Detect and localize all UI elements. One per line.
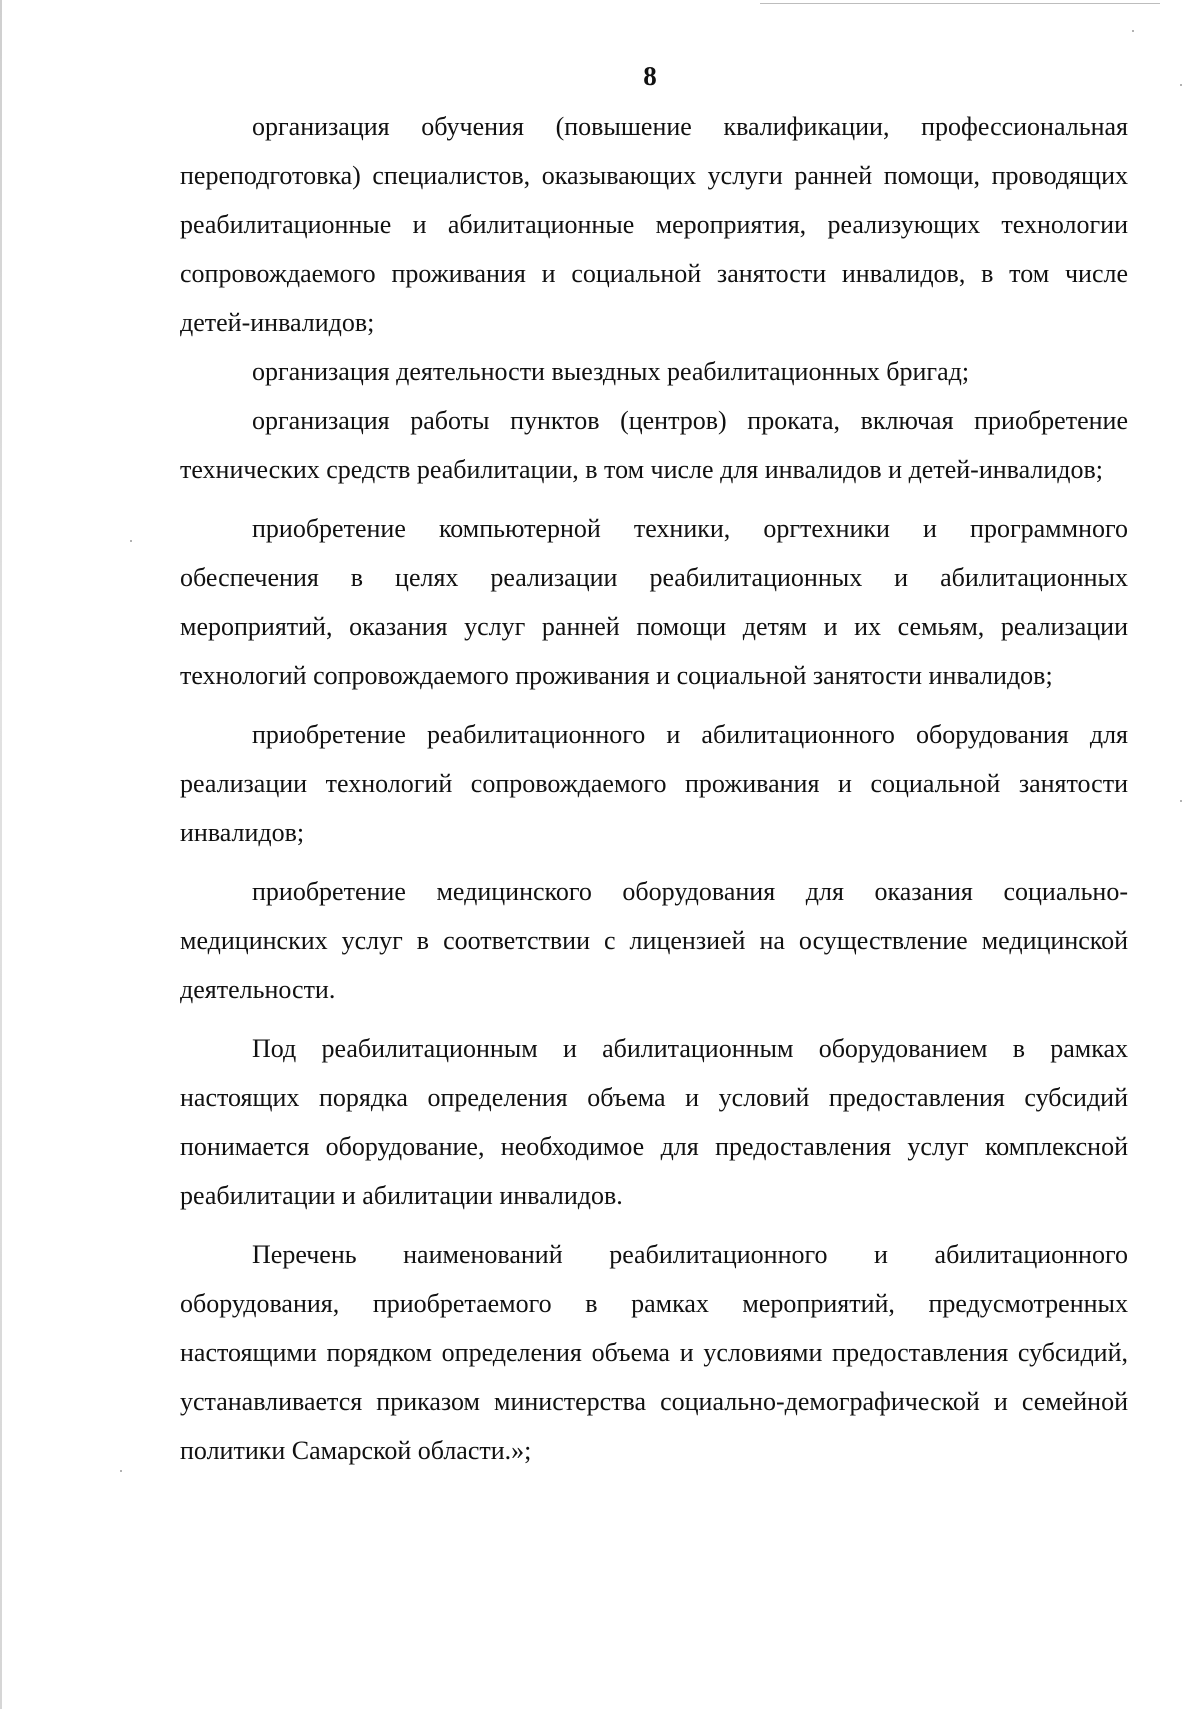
scan-speck [1180,800,1182,802]
paragraph-medical-equipment: приобретение медицинского оборудования для оказания социально-медицинских услуг в соответствии с лицензией на осуществление медицинской деятельности. [180,877,1128,1004]
scan-edge-left [0,0,2,1709]
paragraph-rehab-equipment: приобретение реабилитационного и абилитационного оборудования для реализации технологий сопровождаемого проживания и социальной занятости инвалидов; [180,720,1128,847]
page-number: 8 [643,61,657,91]
scan-speck [120,1470,122,1472]
scan-edge-top [760,3,1160,4]
paragraph-computer-equipment: приобретение компьютерной техники, оргтехники и программного обеспечения в целях реализации реабилитационных и абилитационных мероприятий, оказания услуг ранней помощи детям и их семьям, реализации технологий сопровождаемого проживания и социальной занятости инвалидов; [180,514,1128,690]
paragraph-rental-points: организация работы пунктов (центров) проката, включая приобретение технических средств реабилитации, в том числе для инвалидов и детей-инвалидов; [180,406,1128,484]
scan-speck [130,540,132,542]
paragraph-equipment-list: Перечень наименований реабилитационного и абилитационного оборудования, приобретаемого в рамках мероприятий, предусмотренных настоящими порядком определения объема и условиями предоставления субсидий, устанавливается приказом министерства социально-демографической и семейной политики Самарской области.»; [180,1240,1128,1465]
paragraph-equipment-definition: Под реабилитационным и абилитационным оборудованием в рамках настоящих порядка определения объема и условий предоставления субсидий понимается оборудование, необходимое для предоставления услуг комплексной реабилитации и абилитации инвалидов. [180,1034,1128,1210]
scan-speck [1132,30,1134,32]
paragraph-mobile-brigades: организация деятельности выездных реабилитационных бригад; [252,357,970,386]
body-text [180,102,1128,1475]
paragraph-training: организация обучения (повышение квалификации, профессиональная переподготовка) специалистов, оказывающих услуги ранней помощи, проводящих реабилитационные и абилитационные мероприятия, реализующих технологии сопровождаемого проживания и социальной занятости инвалидов, в том числе детей-инвалидов; [180,112,1128,337]
